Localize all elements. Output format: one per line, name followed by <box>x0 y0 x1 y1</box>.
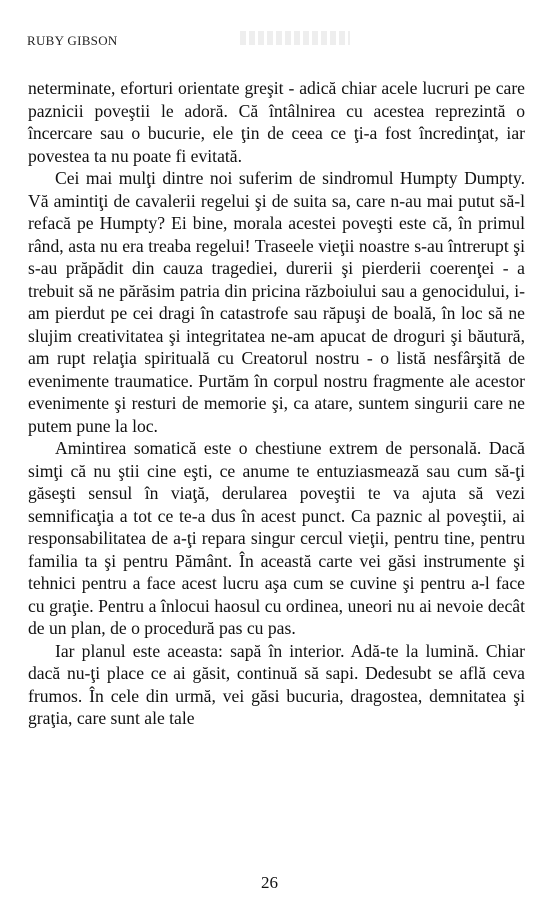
paragraph: Amintirea somatică este o chestiune extrem de personală. Dacă simţi că nu ştii cine eşti, ce anume te entuziasmează sau cum să-ţi găseşti sensul în viaţă, derularea poveştii te va ajuta să vezi semnificaţia a tot ce te-a dus în acest punct. Ca paznic al poveştii, ai responsabilitatea de a-ţi repara singur cercul vieţii, pentru tine, pentru familia ta şi pentru Pământ. În această carte vei găsi instrumente şi tehnici pentru a face acest lucru aşa cum se cuvine şi pentru a-l face cu graţie. Pentru a înlocui haosul cu ordinea, uneori nu ai nevoie decât de un plan, de o procedură pas cu pas. <box>28 438 525 638</box>
paragraph: Iar planul este aceasta: sapă în interior. Adă-te la lumină. Chiar dacă nu-ţi place ce ai găsit, continuă să sapi. Dedesubt se află ceva frumos. În cele din urmă, vei găsi bucuria, dragostea, demnitatea şi graţia, care sunt ale tale <box>28 640 525 728</box>
running-header: RUBY GIBSON <box>27 33 118 48</box>
paragraph: Cei mai mulţi dintre noi suferim de sindromul Humpty Dumpty. Vă amintiţi de cavalerii regelui şi de suita sa, care n-au mai putut să-l refacă pe Humpty? Ei bine, morala acestei poveşti este că, în primul rând, asta nu era treaba regelui! Traseele vieţii noastre s-au întrerupt şi s-au prăpădit din cauza tragediei, durerii şi pierderii coerenţei - a trebuit să ne părăsim patria din pricina războiului sau a genocidului, i-am pierdut pe cei dragi în catastrofe sau răpuşi de boală, în loc să ne slujim creativitatea şi integritatea ne-am apucat de droguri şi băutură, am rupt relaţia spirituală cu Creatorul nostru - o listă nesfârşită de evenimente traumatice. Purtăm în corpul nostru fragmente ale acestor evenimente şi resturi de memorie şi, ca atare, suntem singurii care ne putem pune la loc. <box>28 168 525 436</box>
paragraph-continuation: neterminate, eforturi orientate greşit - adică chiar acele lucruri pe care paznicii poveştii le adoră. Că întâlnirea cu acestea reprezintă o încercare sau o bucurie, ele ţin de ceea ce ţi-a fost încredinţat, iar povestea ta nu poate fi evitată. <box>28 78 525 166</box>
body-text <box>28 77 525 730</box>
bleed-through-text <box>240 31 350 45</box>
page-number: 26 <box>261 873 278 892</box>
